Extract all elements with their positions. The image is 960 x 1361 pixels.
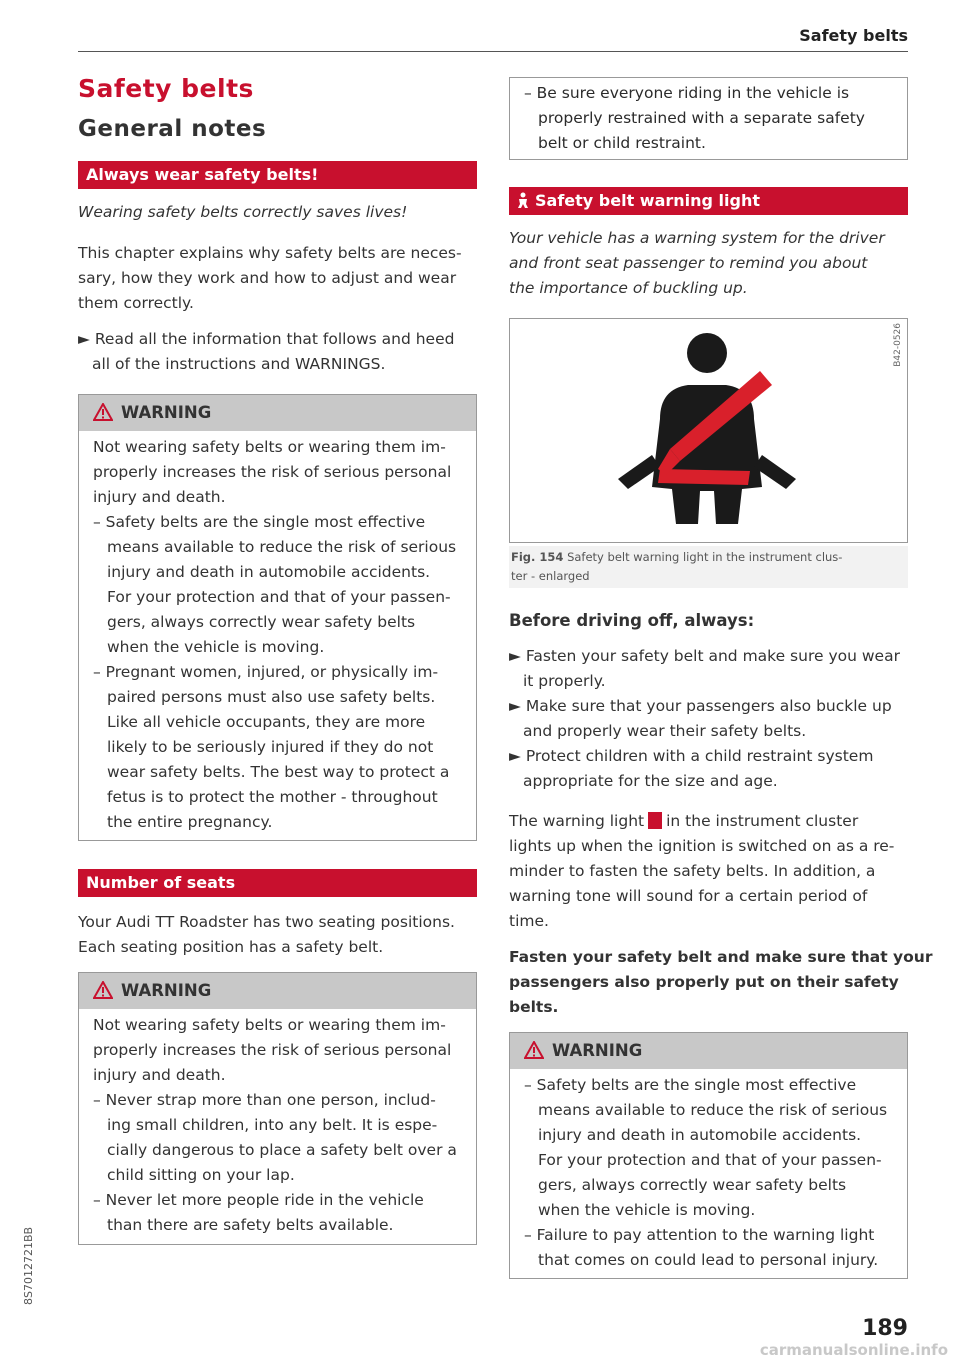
warning-body [510, 1069, 907, 1277]
list-item: ► Fasten your safety belt and make sure you wear it properly. [509, 647, 900, 690]
warning-light-icon [648, 812, 662, 829]
bold-paragraph: Fasten your safety belt and make sure that your passengers also properly put on their safety belts. [509, 948, 933, 1016]
warning-body: Not wearing safety belts or wearing them im- properly increases the risk of serious personal injury and death. – Never strap more than one person, includ- ing small children, into any belt. It is espe- cially dangerous to place a safety belt over a child sitting on your lap. – Never let more people ride in the vehicle than there are safety belts available. [79, 1009, 476, 1242]
paragraph-warning-light: The warning light in the instrument cluster lights up when the ignition is switched on as a re- minder to fasten the safety belts. In addition, a warning tone will sound for a certain period of time. [509, 812, 895, 930]
intro-italic: Wearing safety belts correctly saves lives! [78, 203, 408, 221]
bullet-read-info: ► Read all the information that follows and heed all of the instructions and WARNINGS. [78, 330, 455, 373]
list-item: ► Protect children with a child restraint system appropriate for the size and age. [509, 747, 874, 790]
list-item: – Safety belts are the single most effective means available to reduce the risk of serious injury and death in automobile accidents. For your protection and that of your passen- gers, always correctly wear safety belts when the vehicle is moving. [524, 1076, 888, 1219]
warning-box-1 [78, 394, 477, 841]
figure-caption: Fig. 154 Safety belt warning light in the instrument clus- ter - enlarged [509, 546, 908, 588]
list-item: – Failure to pay attention to the warning light that comes on could lead to personal injury. [524, 1226, 879, 1269]
warning-triangle-icon [524, 1036, 544, 1072]
page-title: Safety belts [78, 74, 254, 103]
paragraph-seats: Your Audi TT Roadster has two seating positions. Each seating position has a safety belt. [78, 913, 455, 956]
warning-body: Not wearing safety belts or wearing them im- properly increases the risk of serious personal injury and death. – Safety belts are the single most effective means available to reduce the risk of serious injury and death in automobile accidents. For your protection and that of your passen- gers, always correctly wear safety belts when the vehicle is moving. – Pregnant women, injured, or physically im- paired persons must also use safety belts. Like all vehicle occupants, they are more likely to be seriously injured if they do not wear safety belts. The best way to protect a fetus is to protect the mother - throughout the entire pregnancy. [79, 431, 476, 839]
warning-header: WARNING [510, 1033, 907, 1069]
bullet-list-right [509, 644, 900, 794]
warning-header: WARNING [79, 395, 476, 431]
list-item: – Pregnant women, injured, or physically im- paired persons must also use safety belts. Like all vehicle occupants, they are more likely to be seriously injured if they do not wear safety belts. The best way to protect a fetus is to protect the mother - throughout the entire pregnancy. [93, 663, 450, 831]
list-item: – Never let more people ride in the vehicle than there are safety belts available. [93, 1191, 424, 1234]
list-item: ► Make sure that your passengers also buckle up and properly wear their safety belts. [509, 697, 892, 740]
header-rule [78, 51, 908, 52]
warning-box-3 [509, 1032, 908, 1279]
paragraph-intro: This chapter explains why safety belts are neces- sary, how they work and how to adjust and wear them correctly. [78, 244, 462, 312]
section-bar-number-of-seats: Number of seats [78, 869, 477, 897]
belt-person-icon [517, 189, 529, 217]
figure-warning-light [509, 318, 908, 543]
warning-triangle-icon [93, 398, 113, 434]
warning-box-2 [78, 972, 477, 1245]
side-code: 8S7012721BB [22, 1226, 35, 1305]
figure-code: B42-0526 [893, 323, 903, 367]
intro-italic-right: Your vehicle has a warning system for the driver and front seat passenger to remind you about the importance of buckling up. [509, 229, 885, 297]
section-heading: General notes [78, 116, 267, 142]
watermark: carmanualsonline.info [759, 1341, 948, 1359]
section-bar-always-wear: Always wear safety belts! [78, 161, 477, 189]
list-item: – Safety belts are the single most effective means available to reduce the risk of serious injury and death in automobile accidents. For your protection and that of your passen- gers, always correctly wear safety belts when the vehicle is moving. [93, 513, 457, 656]
page-number: 189 [862, 1316, 908, 1341]
top-continued-box: – Be sure everyone riding in the vehicle is properly restrained with a separate safety belt or child restraint. [509, 77, 908, 160]
warning-header: WARNING [79, 973, 476, 1009]
list-item: – Never strap more than one person, includ- ing small children, into any belt. It is espe- cially dangerous to place a safety belt over a child sitting on your lap. [93, 1091, 457, 1184]
running-header: Safety belts [799, 26, 908, 45]
section-bar-warning-light: Safety belt warning light [509, 187, 908, 215]
seatbelt-person-icon [510, 319, 909, 542]
warning-triangle-icon [93, 976, 113, 1012]
subheading-before-driving: Before driving off, always: [509, 611, 755, 630]
